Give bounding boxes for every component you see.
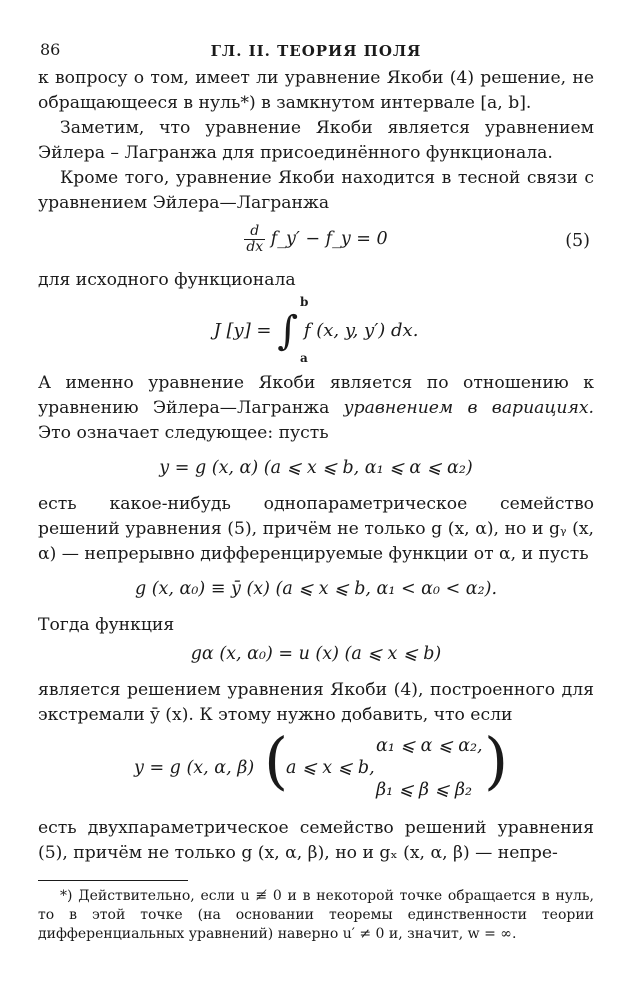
fraction-denominator: dx: [246, 239, 264, 255]
two-parameter-family: [38, 724, 594, 816]
formula-text: gα (x, α₀) = u (x) (a ⩽ x ⩽ b): [190, 644, 442, 664]
right-paren: ): [484, 724, 509, 797]
paragraph: есть двухпараметрическое семейство решений уравнения (5), причём не только g (x, α, β), но и gₓ (x, α, β) — непре-: [38, 818, 594, 863]
paragraph: Кроме того, уравнение Якоби находится в тесной связи с уравнением Эйлера—Лагранжа: [38, 168, 594, 213]
integral-sign: ∫: [277, 308, 299, 354]
left-paren: (: [264, 724, 289, 797]
text-run: Это означает следующее: пусть: [38, 423, 329, 443]
jacobi-solution-formula: [38, 638, 594, 678]
running-title: ГЛ. II. ТЕОРИЯ ПОЛЯ: [210, 42, 422, 60]
functional-lhs: J [y] =: [213, 320, 278, 341]
footnote-rule: [38, 880, 188, 881]
paragraph: есть какое-нибудь однопараметрическое семейство решений уравнения (5), причём не только g (x, α), но и gᵧ (x, α) — непрерывно дифференцируемые функции от α, и пусть: [38, 494, 594, 564]
footnote: *) Действительно, если u ≢ 0 и в некоторой точке обращается в нуль, то в этой точке (на основании теоремы единственности теории дифференциальных уравнений) наверно u′ ≠ 0 и, значит, w = ∞.: [38, 888, 594, 942]
emphasis-text: уравнением в вариациях.: [343, 398, 594, 418]
one-parameter-family: [38, 446, 594, 492]
page-header: [38, 38, 594, 66]
fraction-numerator: d: [244, 224, 265, 240]
paragraph: Тогда функция: [38, 615, 175, 635]
paragraph: является решением уравнения Якоби (4), построенного для экстремали ȳ (x). К этому нужно добавить, что если: [38, 680, 594, 725]
family-condition-alpha: α₁ ⩽ α ⩽ α₂,: [376, 736, 483, 756]
functional-integrand: f (x, y, y′) dx.: [298, 320, 419, 341]
upper-limit: b: [300, 295, 309, 309]
equation-body: f_y′ − f_y = 0: [265, 229, 388, 249]
family-condition-beta: β₁ ⩽ β ⩽ β₂: [376, 780, 472, 800]
family-condition-x: a ⩽ x ⩽ b,: [286, 758, 375, 778]
extremal-formula: [38, 567, 594, 613]
functional-formula: [38, 293, 594, 371]
paragraph: для исходного функционала: [38, 270, 296, 290]
family-lhs: y = g (x, α, β): [134, 758, 255, 778]
lower-limit: a: [300, 351, 308, 365]
derivative-fraction: [244, 224, 265, 255]
paragraph: к вопросу о том, имеет ли уравнение Якоби (4) решение, не обращающееся в нуль*) в замкнутом интервале [a, b].: [38, 68, 594, 113]
equation-number: (5): [565, 231, 590, 251]
paragraph: Заметим, что уравнение Якоби является уравнением Эйлера – Лагранжа для присоединённого функционала.: [38, 118, 594, 163]
paragraph: [38, 371, 594, 446]
euler-lagrange-equation: [38, 216, 594, 268]
text-run: А именно уравнение Якоби является по отношению к уравнению Эйлера—Лагранжа: [38, 373, 594, 418]
page-number: 86: [40, 40, 61, 59]
book-page: [38, 38, 594, 944]
formula-text: g (x, α₀) ≡ ȳ (x) (a ⩽ x ⩽ b, α₁ < α₀ < α₂).: [134, 579, 498, 599]
formula-text: y = g (x, α) (a ⩽ x ⩽ b, α₁ ⩽ α ⩽ α₂): [159, 458, 473, 478]
